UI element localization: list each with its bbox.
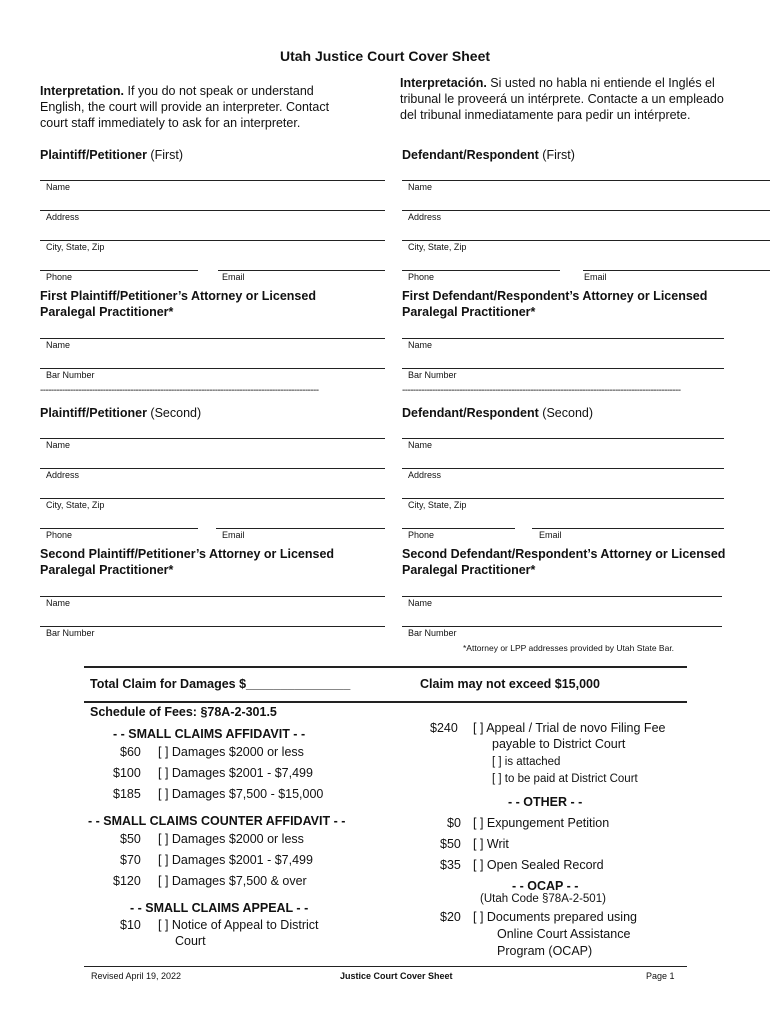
ocap-option-cont: Program (OCAP): [497, 944, 593, 958]
defendant-second-name-field[interactable]: [402, 438, 724, 439]
fee-amount: $0: [447, 816, 461, 830]
footer-revised: Revised April 19, 2022: [91, 971, 182, 981]
field-label: City, State, Zip: [408, 242, 467, 252]
defendant-second-phone-field[interactable]: [402, 528, 515, 529]
defendant-attorney-second-heading: Second Defendant/Respondent’s Attorney or Licensed Paralegal Practitioner*: [402, 547, 726, 577]
field-label: Name: [46, 440, 71, 450]
defendant-second-bold: Defendant/Respondent: [402, 406, 539, 420]
plaintiff-attorney-second-bar-field[interactable]: [40, 626, 385, 627]
defendant-first-qualifier: (First): [538, 148, 575, 162]
defendant-first-phone-field[interactable]: [402, 270, 560, 271]
field-label: Email: [222, 272, 245, 282]
plaintiff-first-email-field[interactable]: [218, 270, 385, 271]
plaintiff-attorney-second-heading: Second Plaintiff/Petitioner’s Attorney or Licensed Paralegal Practitioner*: [40, 547, 335, 577]
defendant-attorney-second-bar-field[interactable]: [402, 626, 722, 627]
field-label: Name: [46, 182, 71, 192]
ocap-option-cont: Online Court Assistance: [497, 927, 631, 941]
field-label: Bar Number: [46, 370, 95, 380]
plaintiff-first-bold: Plaintiff/Petitioner: [40, 148, 147, 162]
affidavit-option-2[interactable]: [ ] Damages $2001 - $7,499: [158, 766, 313, 780]
field-label: Address: [408, 212, 442, 222]
fee-amount: $185: [113, 787, 141, 801]
counter-option-2[interactable]: [ ] Damages $2001 - $7,499: [158, 853, 313, 867]
defendant-first-city-field[interactable]: [402, 240, 770, 241]
plaintiff-second-heading: [40, 405, 201, 421]
plaintiff-attorney-second-name-field[interactable]: [40, 596, 385, 597]
trial-attached-option[interactable]: [ ] is attached: [492, 756, 561, 768]
total-claim-label: Total Claim for Damages $_______________: [90, 677, 351, 691]
defendant-first-name-field[interactable]: [402, 180, 770, 181]
fee-amount: $10: [120, 918, 141, 932]
ocap-option[interactable]: [ ] Documents prepared using: [473, 910, 637, 924]
other-heading: - - OTHER - -: [508, 795, 583, 809]
appeal-option-cont: Court: [175, 934, 206, 948]
fee-amount: $35: [440, 858, 461, 872]
plaintiff-attorney-first-name-field[interactable]: [40, 338, 385, 339]
fee-amount: $50: [120, 832, 141, 846]
defendant-attorney-first-bar-field[interactable]: [402, 368, 724, 369]
plaintiff-second-name-field[interactable]: [40, 438, 385, 439]
interpretation-english-text: If you do not speak or understand English, the court will provide an interpreter. Contact court staff immediately to ask for an interpreter.: [40, 84, 330, 130]
field-label: Name: [408, 340, 433, 350]
field-label: City, State, Zip: [46, 242, 105, 252]
fee-amount: $50: [440, 837, 461, 851]
plaintiff-second-city-field[interactable]: [40, 498, 385, 499]
plaintiff-first-address-field[interactable]: [40, 210, 385, 211]
writ-option[interactable]: [ ] Writ: [473, 837, 509, 851]
plaintiff-second-bold: Plaintiff/Petitioner: [40, 406, 147, 420]
field-label: Phone: [46, 272, 73, 282]
defendant-attorney-first-name-field[interactable]: [402, 338, 724, 339]
defendant-second-address-field[interactable]: [402, 468, 724, 469]
affidavit-heading: - - SMALL CLAIMS AFFIDAVIT - -: [113, 727, 306, 741]
plaintiff-attorney-first-bar-field[interactable]: [40, 368, 385, 369]
interpretation-spanish-heading: Interpretación.: [400, 76, 487, 90]
field-label: City, State, Zip: [46, 500, 105, 510]
footer-page: Page 1: [646, 971, 675, 981]
plaintiff-attorney-first-heading: First Plaintiff/Petitioner’s Attorney or Licensed Paralegal Practitioner*: [40, 289, 316, 319]
plaintiff-first-city-field[interactable]: [40, 240, 385, 241]
ocap-code: (Utah Code §78A-2-501): [480, 893, 606, 905]
field-label: Address: [46, 212, 80, 222]
field-label: Bar Number: [408, 628, 457, 638]
lpp-note: *Attorney or LPP addresses provided by Utah State Bar.: [463, 643, 675, 653]
field-label: Name: [46, 598, 71, 608]
plaintiff-first-qualifier: (First): [146, 148, 184, 162]
schedule-of-fees: Schedule of Fees: §78A-2-301.5: [90, 705, 277, 719]
plaintiff-first-name-field[interactable]: [40, 180, 385, 181]
interpretation-english: [40, 83, 360, 131]
fee-amount: $20: [440, 910, 461, 924]
field-label: Address: [46, 470, 80, 480]
counter-option-3[interactable]: [ ] Damages $7,500 & over: [158, 874, 307, 888]
claim-limit: Claim may not exceed $15,000: [420, 677, 600, 691]
plaintiff-first-phone-field[interactable]: [40, 270, 198, 271]
defendant-first-address-field[interactable]: [402, 210, 770, 211]
counter-affidavit-heading: - - SMALL CLAIMS COUNTER AFFIDAVIT - -: [88, 814, 346, 828]
interpretation-english-heading: Interpretation.: [40, 84, 125, 98]
field-label: Bar Number: [46, 628, 95, 638]
field-label: Phone: [408, 530, 435, 540]
plaintiff-first-heading: [40, 147, 183, 163]
field-label: City, State, Zip: [408, 500, 467, 510]
trial-pay-later-option[interactable]: [ ] to be paid at District Court: [492, 773, 638, 785]
trial-de-novo-option[interactable]: [ ] Appeal / Trial de novo Filing Fee: [473, 721, 666, 735]
defendant-first-heading: [402, 147, 575, 163]
field-label: Email: [584, 272, 607, 282]
affidavit-option-3[interactable]: [ ] Damages $7,500 - $15,000: [158, 787, 324, 801]
footer-title: Justice Court Cover Sheet: [340, 971, 453, 981]
defendant-second-city-field[interactable]: [402, 498, 724, 499]
fee-top-rule: [84, 666, 687, 668]
field-label: Phone: [46, 530, 73, 540]
defendant-first-bold: Defendant/Respondent: [402, 148, 539, 162]
fee-claim-rule: [84, 701, 687, 703]
affidavit-option-1[interactable]: [ ] Damages $2000 or less: [158, 745, 304, 759]
open-sealed-record-option[interactable]: [ ] Open Sealed Record: [473, 858, 604, 872]
field-label: Email: [222, 530, 245, 540]
defendant-attorney-first-heading: First Defendant/Respondent’s Attorney or Licensed Paralegal Practitioner*: [402, 289, 708, 319]
counter-option-1[interactable]: [ ] Damages $2000 or less: [158, 832, 304, 846]
plaintiff-second-address-field[interactable]: [40, 468, 385, 469]
fee-amount: $60: [120, 745, 141, 759]
fee-amount: $70: [120, 853, 141, 867]
separator-right: ------------------------------------------------------------------------------------------------------: [402, 385, 681, 396]
field-label: Address: [408, 470, 442, 480]
field-label: Name: [408, 182, 433, 192]
separator-left: ------------------------------------------------------------------------------------------------------: [40, 385, 319, 396]
defendant-second-email-field[interactable]: [532, 528, 724, 529]
defendant-attorney-second-name-field[interactable]: [402, 596, 722, 597]
interpretation-spanish-text: Si usted no habla ni entiende el Inglés el tribunal le proveerá un intérprete. Contacte a un empleado del tribunal inmediatamente para pedir un intérprete.: [400, 76, 724, 122]
appeal-option[interactable]: [ ] Notice of Appeal to District: [158, 918, 319, 932]
expungement-option[interactable]: [ ] Expungement Petition: [473, 816, 610, 830]
plaintiff-second-phone-field[interactable]: [40, 528, 198, 529]
page-title: Utah Justice Court Cover Sheet: [279, 48, 491, 64]
field-label: Bar Number: [408, 370, 457, 380]
defendant-second-heading: [402, 405, 593, 421]
field-label: Phone: [408, 272, 435, 282]
interpretation-spanish: [400, 75, 740, 123]
plaintiff-second-qualifier: (Second): [146, 406, 202, 420]
fee-amount: $240: [430, 721, 458, 735]
plaintiff-second-email-field[interactable]: [216, 528, 385, 529]
field-label: Name: [46, 340, 71, 350]
trial-de-novo-cont: payable to District Court: [492, 737, 626, 751]
field-label: Email: [539, 530, 562, 540]
defendant-first-email-field[interactable]: [583, 270, 770, 271]
field-label: Name: [408, 598, 433, 608]
field-label: Name: [408, 440, 433, 450]
fee-amount: $120: [113, 874, 141, 888]
ocap-heading: - - OCAP - -: [512, 879, 579, 893]
appeal-heading: - - SMALL CLAIMS APPEAL - -: [130, 901, 309, 915]
fee-amount: $100: [113, 766, 141, 780]
footer-rule: [84, 966, 687, 967]
defendant-second-qualifier: (Second): [538, 406, 594, 420]
